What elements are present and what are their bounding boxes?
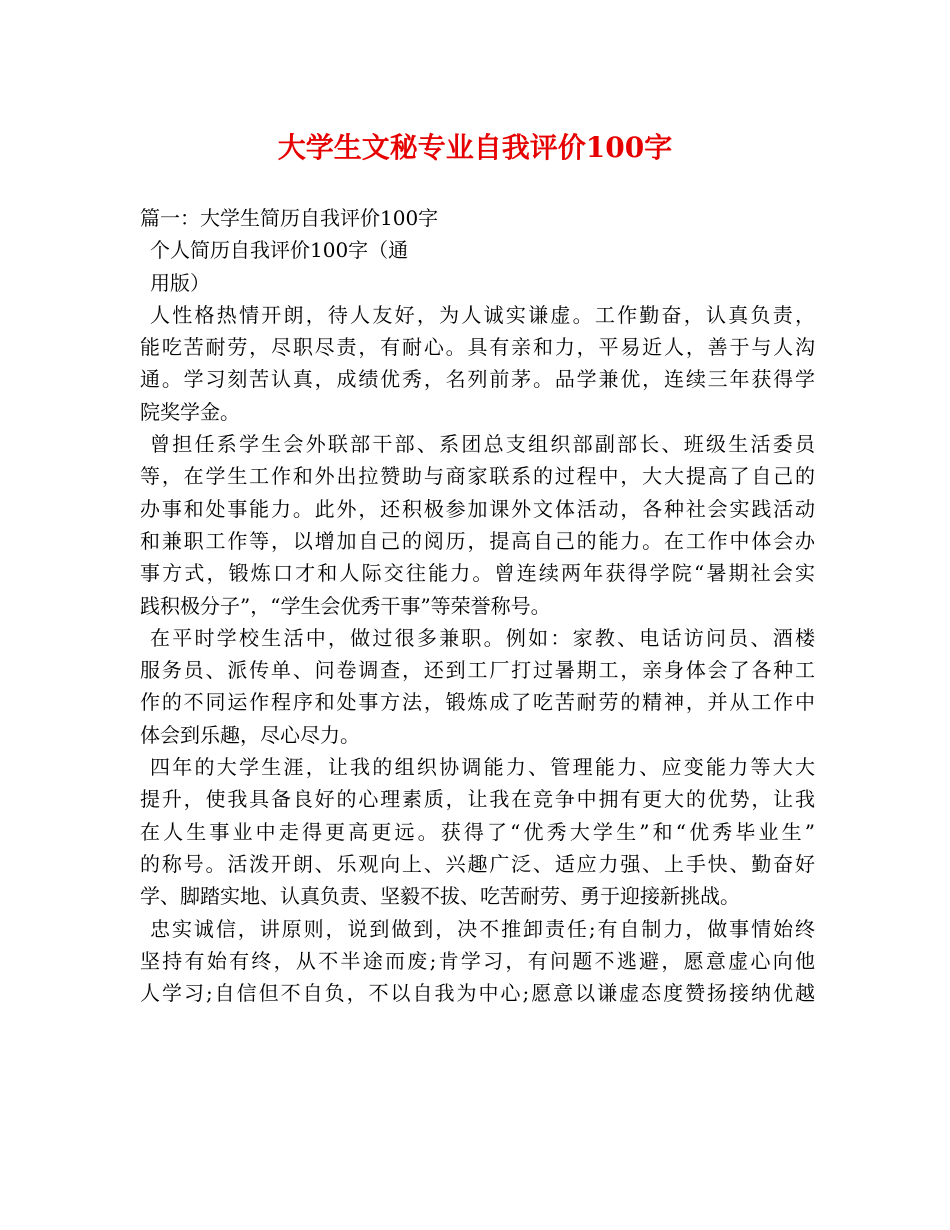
paragraph-line: 事方式，锻炼口才和人际交往能力。曾连续两年获得学院“暑期社会实	[140, 561, 815, 586]
document-body	[140, 202, 815, 1009]
paragraph-line: 忠实诚信，讲原则，说到做到，决不推卸责任;有自制力，做事情始终	[150, 916, 815, 941]
subheading-line-2: 用版）	[150, 270, 210, 295]
paragraph-line: 和兼职工作等，以增加自己的阅历，提高自己的能力。在工作中体会办	[140, 528, 815, 553]
paragraph-line: 作的不同运作程序和处事方法，锻炼成了吃苦耐劳的精神，并从工作中	[140, 690, 815, 715]
paragraph-line: 通。学习刻苦认真，成绩优秀，名列前茅。品学兼优，连续三年获得学	[140, 367, 815, 392]
paragraph-line: 体会到乐趣，尽心尽力。	[140, 722, 360, 747]
paragraph-line: 的称号。活泼开朗、乐观向上、兴趣广泛、适应力强、上手快、勤奋好	[140, 851, 815, 876]
paragraph-line: 在人生事业中走得更高更远。获得了“优秀大学生”和“优秀毕业生”	[140, 819, 815, 844]
paragraph-line: 在平时学校生活中，做过很多兼职。例如：家教、电话访问员、酒楼	[150, 625, 815, 650]
paragraph-line: 人性格热情开朗，待人友好，为人诚实谦虚。工作勤奋，认真负责，	[150, 302, 815, 327]
paragraph-line: 等，在学生工作和外出拉赞助与商家联系的过程中，大大提高了自己的	[140, 464, 815, 489]
paragraph-line: 坚持有始有终，从不半途而废;肯学习，有问题不逃避，愿意虚心向他	[140, 948, 815, 973]
paragraph-line: 践积极分子”，“学生会优秀干事”等荣誉称号。	[140, 593, 551, 618]
paragraph-line: 学、脚踏实地、认真负责、坚毅不拔、吃苦耐劳、勇于迎接新挑战。	[140, 884, 740, 909]
paragraph-line: 院奖学金。	[140, 399, 240, 424]
paragraph-line: 四年的大学生涯，让我的组织协调能力、管理能力、应变能力等大大	[150, 755, 815, 780]
document-title: 大学生文秘专业自我评价100字	[277, 131, 673, 164]
subheading-line-1: 个人简历自我评价100字（通	[150, 238, 409, 263]
paragraph-line: 服务员、派传单、问卷调查，还到工厂打过暑期工，亲身体会了各种工	[140, 658, 815, 683]
paragraph-line: 曾担任系学生会外联部干部、系团总支组织部副部长、班级生活委员	[150, 432, 815, 457]
section-heading: 篇一：大学生简历自我评价100字	[140, 206, 439, 230]
paragraph-line: 办事和处事能力。此外，还积极参加课外文体活动，各种社会实践活动	[140, 496, 815, 521]
paragraph-line: 提升，使我具备良好的心理素质，让我在竞争中拥有更大的优势，让我	[140, 787, 815, 812]
paragraph-line: 能吃苦耐劳，尽职尽责，有耐心。具有亲和力，平易近人，善于与人沟	[140, 335, 815, 360]
paragraph-line: 人学习;自信但不自负，不以自我为中心;愿意以谦虚态度赞扬接纳优越	[140, 981, 815, 1006]
